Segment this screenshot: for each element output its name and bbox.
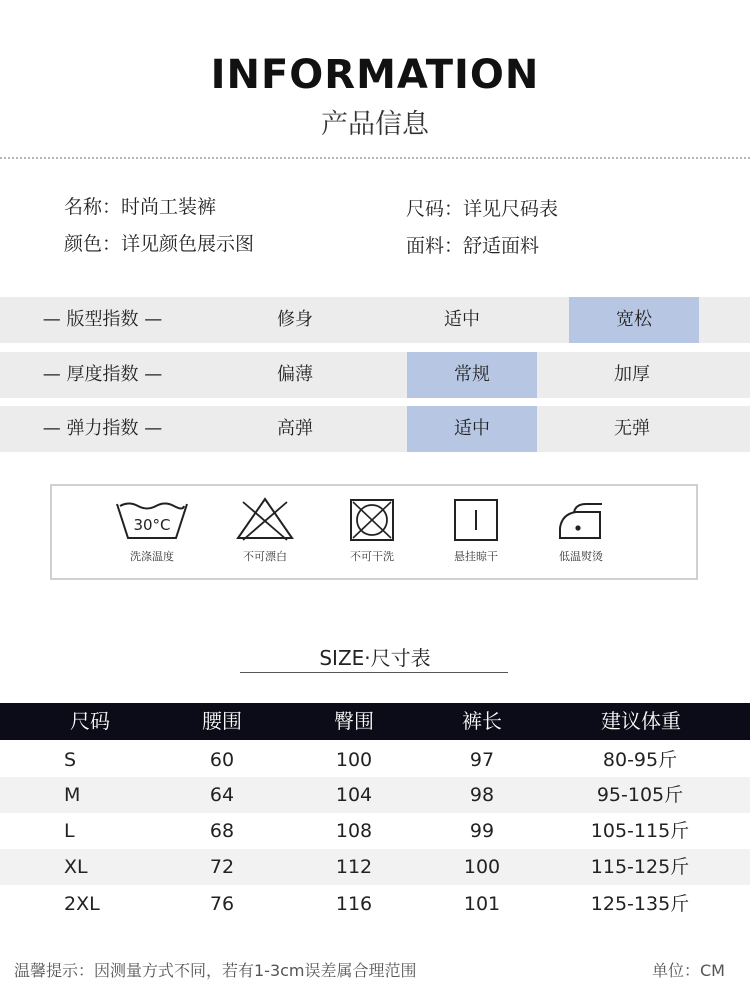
size-table-title: SIZE·尺寸表: [319, 646, 431, 670]
care-no-dryclean: [322, 498, 422, 564]
fit-option-slim: 修身: [277, 309, 313, 330]
fit-index-row: [0, 297, 750, 343]
fit-index-label: — 版型指数 —: [42, 309, 163, 330]
header-length: 裤长: [462, 709, 502, 733]
thickness-index-row: [0, 352, 750, 398]
cell-waist: 60: [209, 749, 235, 771]
cell-weight: 105-115斤: [590, 820, 690, 842]
stretch-option-medium: 适中: [407, 406, 537, 452]
page-subtitle: 产品信息: [321, 109, 429, 140]
cell-hip: 112: [335, 856, 373, 878]
cell-hip: 100: [335, 749, 373, 771]
cell-weight: 115-125斤: [590, 856, 690, 878]
table-row: [0, 886, 750, 922]
cell-length: 101: [463, 893, 501, 915]
measurement-tip: 温馨提示：因测量方式不同，若有1-3cm误差属合理范围: [14, 961, 417, 980]
no-dry-clean-icon: [349, 498, 395, 542]
size-title-underline: [240, 672, 508, 673]
stretch-option-none: 无弹: [614, 418, 650, 439]
wash-temp-text: 30°C: [133, 516, 171, 534]
cell-weight: 95-105斤: [596, 784, 684, 806]
care-label-dryclean: 不可干洗: [350, 550, 394, 563]
thickness-option-thick: 加厚: [614, 364, 650, 385]
care-instructions: [50, 484, 698, 580]
care-label-iron: 低温熨烫: [559, 550, 603, 563]
cell-size: XL: [64, 856, 88, 878]
thickness-index-label: — 厚度指数 —: [42, 364, 163, 385]
care-label-linedry: 悬挂晾干: [454, 550, 498, 563]
cell-weight: 80-95斤: [602, 749, 678, 771]
unit-label: 单位：CM: [652, 961, 725, 980]
cell-length: 97: [469, 749, 495, 771]
thickness-option-thin: 偏薄: [277, 364, 313, 385]
care-low-iron: [531, 500, 631, 564]
cell-waist: 72: [209, 856, 235, 878]
product-name: 名称：时尚工装裤: [64, 196, 217, 218]
fit-option-loose: 宽松: [569, 297, 699, 343]
care-line-dry: [426, 498, 526, 564]
cell-hip: 116: [335, 893, 373, 915]
cell-size: S: [64, 749, 77, 771]
cell-length: 99: [469, 820, 495, 842]
cell-size: L: [64, 820, 75, 842]
page-title: INFORMATION: [210, 52, 540, 98]
cell-length: 100: [463, 856, 501, 878]
care-wash: [102, 498, 202, 564]
line-dry-icon: [453, 498, 499, 542]
header-hip: 臀围: [334, 709, 374, 733]
cell-waist: 76: [209, 893, 235, 915]
no-bleach-icon: [235, 496, 295, 542]
cell-length: 98: [469, 784, 495, 806]
cell-hip: 108: [335, 820, 373, 842]
cell-waist: 68: [209, 820, 235, 842]
fit-option-regular: 适中: [444, 309, 480, 330]
cell-waist: 64: [209, 784, 235, 806]
thickness-option-normal: 常规: [407, 352, 537, 398]
stretch-index-row: [0, 406, 750, 452]
header-size: 尺码: [70, 709, 110, 733]
header-weight: 建议体重: [601, 709, 681, 733]
table-row: [0, 777, 750, 813]
cell-weight: 125-135斤: [590, 893, 690, 915]
product-size-info: 尺码：详见尺码表: [406, 198, 559, 220]
low-iron-icon: [556, 500, 606, 542]
care-label-bleach: 不可漂白: [243, 550, 287, 563]
dotted-divider: [0, 157, 750, 159]
cell-size: M: [64, 784, 81, 806]
product-color-info: 颜色：详见颜色展示图: [64, 233, 255, 255]
cell-hip: 104: [335, 784, 373, 806]
wash-temperature-icon: [112, 498, 192, 542]
table-row: [0, 742, 750, 778]
table-row: [0, 813, 750, 849]
product-fabric-info: 面料：舒适面料: [406, 235, 540, 257]
cell-size: 2XL: [64, 893, 100, 915]
header-waist: 腰围: [202, 709, 242, 733]
care-label-wash: 洗涤温度: [130, 550, 174, 563]
care-no-bleach: [215, 496, 315, 564]
stretch-option-high: 高弹: [277, 418, 313, 439]
stretch-index-label: — 弹力指数 —: [42, 418, 163, 439]
table-row: [0, 849, 750, 885]
